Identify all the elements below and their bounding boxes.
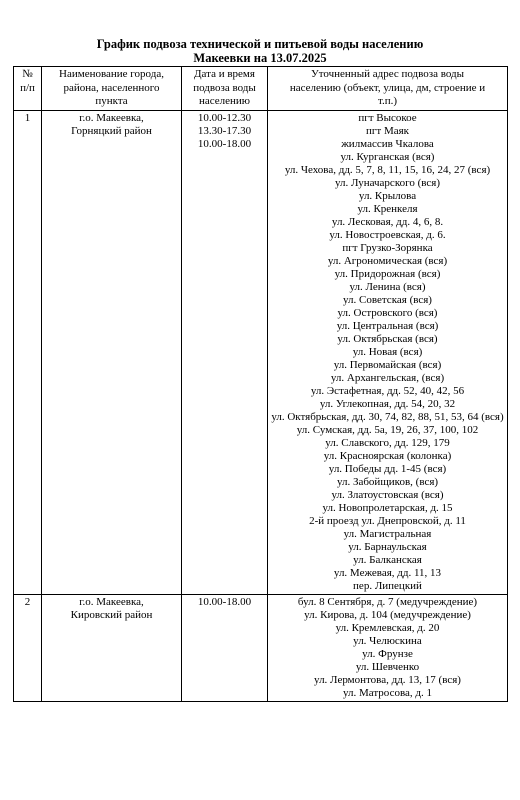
- header-num: [14, 67, 42, 111]
- address-line: ул. Славского, дд. 129, 179: [325, 436, 450, 449]
- time-slot: 10.00-12.30: [197, 111, 252, 124]
- district-name: [42, 110, 182, 594]
- address-line: ул. Курганская (вся): [340, 150, 435, 163]
- address-line: ул. Островского (вся): [337, 306, 438, 319]
- district-name: [42, 594, 182, 701]
- address-line: ул. Матросова, д. 1: [342, 686, 432, 699]
- address-line: ул. Межевая, дд. 11, 13: [333, 566, 442, 579]
- delivery-addresses: [268, 594, 508, 701]
- address-line: ул. Челюскина: [353, 634, 422, 647]
- address-line: пгт Грузко-Зорянка: [342, 241, 433, 254]
- water-schedule-table: [13, 66, 508, 702]
- address-line: ул. Центральная (вся): [336, 319, 439, 332]
- address-line: ул. Луначарского (вся): [335, 176, 440, 189]
- address-line: ул. Углекопная, дд. 54, 20, 32: [319, 397, 456, 410]
- address-line: ул. Златоустовская (вся): [331, 488, 444, 501]
- header-name: [42, 67, 182, 111]
- title-line-2: Макеевки на 13.07.2025: [193, 50, 327, 65]
- address-line: ул. Лермонтова, дд. 13, 17 (вся): [314, 673, 461, 686]
- table-row: [14, 594, 508, 701]
- delivery-times: [182, 110, 268, 594]
- address-line: ул. Агрономическая (вся): [327, 254, 448, 267]
- address-line: пгт Маяк: [365, 124, 410, 137]
- address-line: ул. Шевченко: [355, 660, 420, 673]
- document-title: [0, 38, 520, 65]
- address-line: ул. Новопролетарская, д. 15: [322, 501, 453, 514]
- address-line: ул. Крылова: [358, 189, 417, 202]
- address-line: ул. Придорожная (вся): [334, 267, 441, 280]
- address-line: ул. Сумская, дд. 5а, 19, 26, 37, 100, 102: [296, 423, 479, 436]
- address-line: ул. Фрунзе: [362, 647, 413, 660]
- district-name-line: г.о. Макеевка,: [79, 595, 144, 608]
- header-name-line: района, населенного: [63, 81, 160, 94]
- address-line: пгт Высокое: [358, 111, 417, 124]
- header-num-line: №: [22, 68, 33, 80]
- title-line-1: График подвоза технической и питьевой воды населению: [96, 37, 424, 51]
- address-line: ул. Кирова, д. 104 (медучреждение): [304, 608, 471, 621]
- district-name-line: Горняцкий район: [71, 124, 152, 137]
- header-address-line: Уточненный адрес подвоза воды: [310, 68, 465, 80]
- address-line: ул. Октябрьская (вся): [337, 332, 438, 345]
- address-line: ул. Балканская: [353, 553, 422, 566]
- table-body: [14, 110, 508, 701]
- header-address-line: населению (объект, улица, дм, строение и: [289, 81, 486, 94]
- header-name-line: Наименование города,: [59, 68, 164, 80]
- address-line: ул. Новостроевская, д. 6.: [329, 228, 446, 241]
- address-line: ул. Ленина (вся): [349, 280, 426, 293]
- delivery-addresses: [268, 110, 508, 594]
- address-line: ул. Красноярская (колонка): [323, 449, 452, 462]
- header-address: [268, 67, 508, 111]
- address-line: пер. Липецкий: [353, 579, 422, 592]
- time-slot: 13.30-17.30: [197, 124, 252, 137]
- address-line: ул. Эстафетная, дд. 52, 40, 42, 56: [310, 384, 465, 397]
- address-line: ул. Новая (вся): [352, 345, 423, 358]
- header-num-line: п/п: [20, 81, 35, 94]
- time-slot: 10.00-18.00: [197, 137, 252, 150]
- header-time: [182, 67, 268, 111]
- address-line: ул. Барнаульская: [348, 540, 427, 553]
- row-number: 1: [14, 110, 42, 594]
- header-time-line: подвоза воды: [193, 81, 256, 94]
- address-line: ул. Первомайская (вся): [333, 358, 442, 371]
- header-name-line: пункта: [95, 95, 128, 107]
- address-line: ул. Советская (вся): [343, 293, 432, 306]
- address-line: 2-й проезд ул. Днепровской, д. 11: [309, 514, 466, 527]
- header-address-line: т.п.): [377, 95, 398, 107]
- address-line: ул. Забойщиков, (вся): [336, 475, 439, 488]
- address-line: ул. Октябрьская, дд. 30, 74, 82, 88, 51, 53, 64 (вся): [271, 410, 504, 423]
- address-line: ул. Кремлевская, д. 20: [335, 621, 440, 634]
- district-name-line: г.о. Макеевка,: [79, 111, 144, 124]
- row-number: 2: [14, 594, 42, 701]
- table-row: [14, 110, 508, 594]
- address-line: ул. Победы дд. 1-45 (вся): [328, 462, 447, 475]
- address-line: жилмассив Чкалова: [341, 137, 434, 150]
- time-slot: 10.00-18.00: [197, 595, 252, 608]
- delivery-times: [182, 594, 268, 701]
- district-name-line: Кировский район: [70, 608, 153, 621]
- table-header-row: [14, 67, 508, 111]
- header-time-line: населению: [198, 95, 251, 107]
- address-line: ул. Магистральная: [343, 527, 432, 540]
- address-line: ул. Кренкеля: [357, 202, 418, 215]
- address-line: ул. Архангельская, (вся): [330, 371, 445, 384]
- header-time-line: Дата и время: [194, 68, 255, 80]
- address-line: ул. Лесковая, дд. 4, 6, 8.: [331, 215, 444, 228]
- address-line: бул. 8 Сентября, д. 7 (медучреждение): [297, 595, 478, 608]
- address-line: ул. Чехова, дд. 5, 7, 8, 11, 15, 16, 24, 27 (вся): [284, 163, 491, 176]
